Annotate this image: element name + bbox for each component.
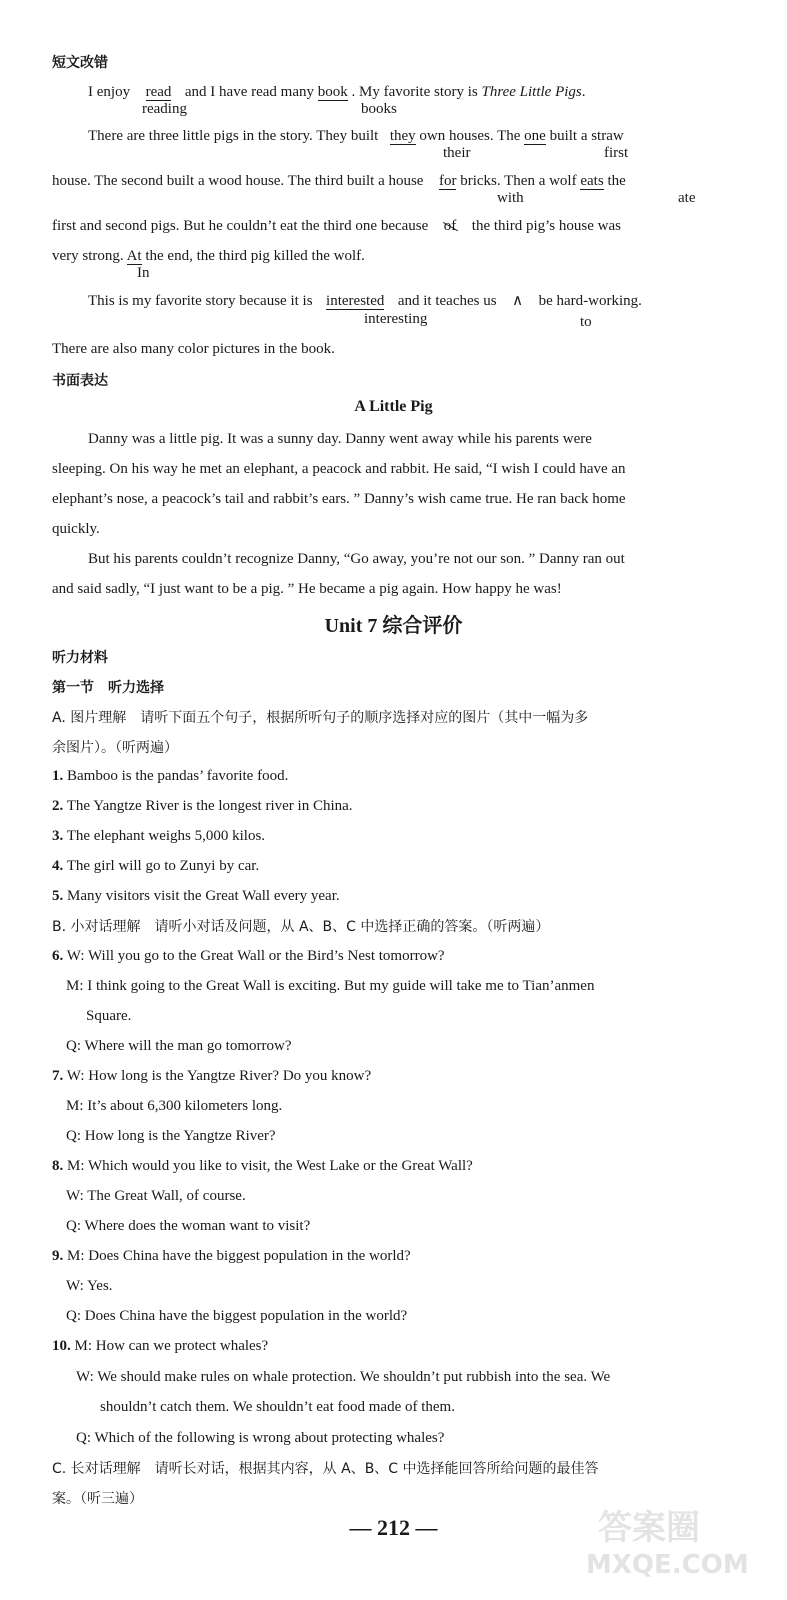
- text-span: house. The second built a wood house. The third built a house: [52, 173, 424, 189]
- dialogue-line: [52, 1066, 371, 1086]
- item-text: The Yangtze River is the longest river in China.: [66, 798, 353, 814]
- error-word: one: [524, 128, 546, 144]
- correction-text: interesting: [364, 311, 428, 327]
- partA-instruction: 余图片）。（听两遍）: [52, 740, 178, 756]
- partC-instruction: 案。（听三遍）: [52, 1491, 143, 1507]
- error-word: interested: [326, 293, 385, 309]
- text-span: . My favorite story is: [351, 84, 478, 100]
- item-number: 3.: [52, 828, 64, 844]
- text-span: very strong.: [52, 248, 124, 264]
- partA-instruction: A. 图片理解 请听下面五个句子，根据所听句子的顺序选择对应的图片（其中一幅为多: [52, 710, 589, 726]
- text-line: [88, 291, 642, 311]
- text-span: own houses. The: [419, 128, 521, 144]
- dialogue-line: M: It’s about 6,300 kilometers long.: [66, 1098, 283, 1114]
- list-item: [52, 886, 340, 906]
- insert-caret: ∧: [512, 293, 524, 309]
- item-text: The girl will go to Zunyi by car.: [66, 858, 260, 874]
- text-span: and I have read many: [184, 84, 314, 100]
- dialogue-line: M: I think going to the Great Wall is exciting. But my guide will take me to Tian’anmen: [66, 978, 595, 994]
- text-span: This is my favorite story because it is: [88, 293, 313, 309]
- text-line: [52, 246, 365, 266]
- essay-line: Danny was a little pig. It was a sunny day. Danny went away while his parents were: [88, 431, 592, 447]
- dialogue-line: W: Yes.: [66, 1278, 113, 1294]
- text-span: be hard-working.: [538, 293, 642, 309]
- error-word: book: [317, 84, 348, 100]
- watermark-logo: 答案圈: [598, 1508, 700, 1548]
- dialogue-line: Square.: [86, 1008, 132, 1024]
- text-span: built a straw: [549, 128, 624, 144]
- text-span: I enjoy: [88, 84, 131, 100]
- section-heading-writing: 书面表达: [52, 373, 108, 389]
- item-text: W: How long is the Yangtze River? Do you know?: [66, 1068, 372, 1084]
- watermark-url: MXQE.COM: [586, 1550, 749, 1580]
- correction-text: books: [361, 101, 397, 117]
- dialogue-line: [52, 1336, 268, 1356]
- unit-title: Unit 7 综合评价: [324, 615, 463, 637]
- item-number: 6.: [52, 948, 64, 964]
- dialogue-line: Q: Where does the woman want to visit?: [66, 1218, 311, 1234]
- partB-instruction: B. 小对话理解 请听小对话及问题，从 A、B、C 中选择正确的答案。（听两遍）: [52, 919, 550, 935]
- book-title: Three Little Pigs: [481, 84, 582, 100]
- correction-text: to: [580, 314, 592, 330]
- text-line: There are also many color pictures in the book.: [52, 341, 335, 357]
- item-number: 1.: [52, 768, 64, 784]
- dialogue-line: [52, 946, 445, 966]
- essay-line: quickly.: [52, 521, 100, 537]
- item-number: 10.: [52, 1338, 71, 1354]
- text-line: [88, 82, 586, 102]
- text-span: the end, the third pig killed the wolf.: [145, 248, 365, 264]
- dialogue-line: Q: How long is the Yangtze River?: [66, 1128, 276, 1144]
- correction-text: with: [497, 190, 524, 206]
- deleted-word: of: [443, 218, 457, 234]
- correction-text: ate: [678, 190, 696, 206]
- correction-text: reading: [142, 101, 187, 117]
- listening-heading: 听力材料: [52, 650, 108, 666]
- essay-title: A Little Pig: [354, 398, 433, 415]
- essay-line: sleeping. On his way he met an elephant, a peacock and rabbit. He said, “I wish I could have an: [52, 461, 626, 477]
- dialogue-line: [52, 1246, 411, 1266]
- page-number: — 212 —: [349, 1515, 438, 1540]
- essay-line: elephant’s nose, a peacock’s tail and rabbit’s ears. ” Danny’s wish came true. He ran back home: [52, 491, 626, 507]
- dialogue-line: Q: Does China have the biggest population in the world?: [66, 1308, 408, 1324]
- dialogue-line: Q: Where will the man go tomorrow?: [66, 1038, 292, 1054]
- correction-text: In: [137, 265, 150, 281]
- item-text: M: Does China have the biggest population in the world?: [67, 1248, 411, 1264]
- error-word: At: [126, 248, 142, 264]
- item-number: 4.: [52, 858, 64, 874]
- part1-heading: 第一节 听力选择: [52, 680, 164, 696]
- dialogue-line: W: We should make rules on whale protection. We shouldn’t put rubbish into the sea. We: [76, 1369, 611, 1385]
- item-text: Many visitors visit the Great Wall every year.: [67, 888, 340, 904]
- text-span: .: [581, 84, 586, 100]
- error-word: read: [145, 84, 172, 100]
- item-text: M: How can we protect whales?: [74, 1338, 269, 1354]
- item-number: 7.: [52, 1068, 64, 1084]
- section-heading-error-correction: 短文改错: [52, 55, 108, 71]
- text-span: bricks. Then a wolf: [460, 173, 577, 189]
- text-span: There are three little pigs in the story. They built: [88, 128, 379, 144]
- essay-line: and said sadly, “I just want to be a pig. ” He became a pig again. How happy he was!: [52, 581, 562, 597]
- essay-line: But his parents couldn’t recognize Danny, “Go away, you’re not our son. ” Danny ran out: [88, 551, 625, 567]
- error-word: they: [389, 128, 416, 144]
- correction-text: first: [604, 145, 629, 161]
- error-word: eats: [580, 173, 604, 189]
- item-text: M: Which would you like to visit, the West Lake or the Great Wall?: [67, 1158, 473, 1174]
- item-number: 8.: [52, 1158, 64, 1174]
- item-text: The elephant weighs 5,000 kilos.: [66, 828, 266, 844]
- correction-text: their: [443, 145, 471, 161]
- item-number: 2.: [52, 798, 64, 814]
- list-item: [52, 796, 353, 816]
- dialogue-line: shouldn’t catch them. We shouldn’t eat food made of them.: [100, 1399, 455, 1415]
- text-span: the: [607, 173, 626, 189]
- item-text: W: Will you go to the Great Wall or the Bird’s Nest tomorrow?: [66, 948, 445, 964]
- error-word: for: [438, 173, 457, 189]
- list-item: [52, 826, 265, 846]
- item-number: 5.: [52, 888, 64, 904]
- list-item: [52, 766, 288, 786]
- item-number: 9.: [52, 1248, 64, 1264]
- text-span: the third pig’s house was: [471, 218, 621, 234]
- text-span: and it teaches us: [397, 293, 497, 309]
- partC-instruction: C. 长对话理解 请听长对话，根据其内容，从 A、B、C 中选择能回答所给问题的最佳答: [52, 1461, 599, 1477]
- text-line: [88, 126, 624, 146]
- list-item: [52, 856, 259, 876]
- dialogue-line: W: The Great Wall, of course.: [66, 1188, 246, 1204]
- dialogue-line: [52, 1156, 473, 1176]
- text-line: [52, 216, 621, 236]
- dialogue-line: Q: Which of the following is wrong about protecting whales?: [76, 1430, 445, 1446]
- text-line: [52, 171, 626, 191]
- item-text: Bamboo is the pandas’ favorite food.: [67, 768, 289, 784]
- text-span: first and second pigs. But he couldn’t eat the third one because: [52, 218, 429, 234]
